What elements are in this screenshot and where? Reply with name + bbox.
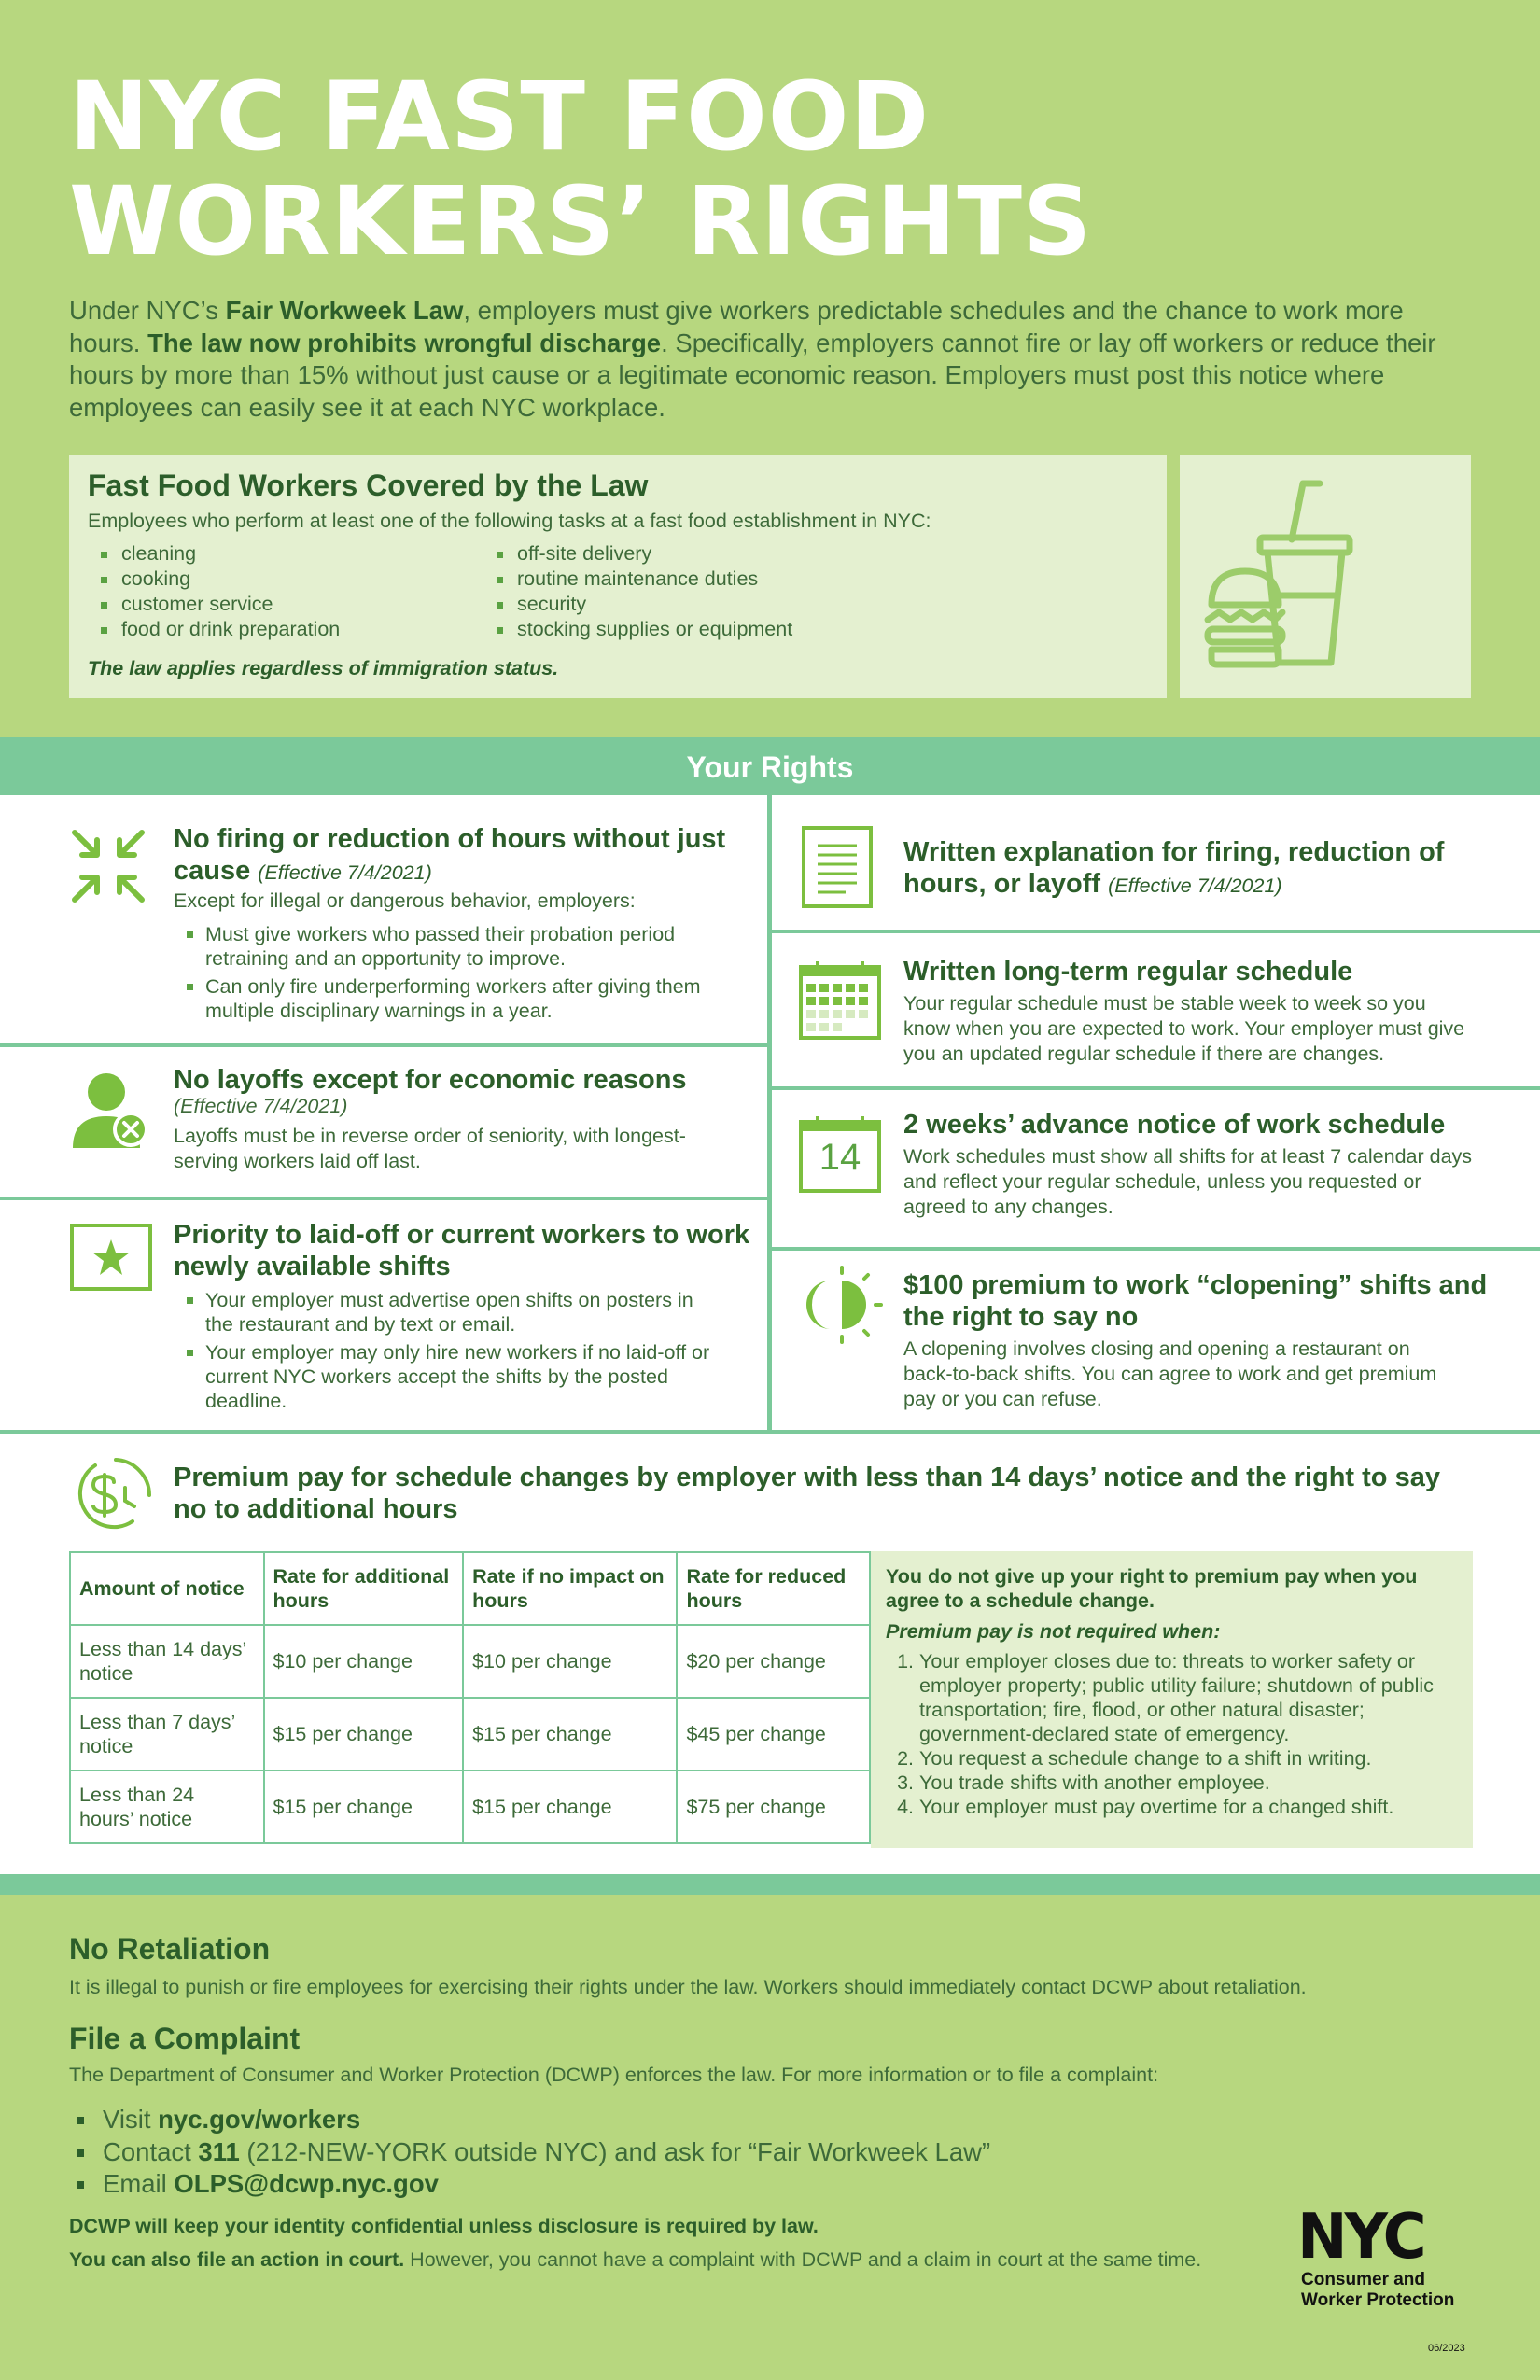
title-line-1: NYC FAST FOOD — [69, 62, 931, 173]
covered-title: Fast Food Workers Covered by the Law — [88, 469, 649, 502]
list-item: security — [483, 592, 792, 617]
list-item: Your employer must advertise open shifts on posters in the restaurant and by text or email. — [185, 1288, 726, 1337]
covered-description: Employees who perform at least one of the following tasks at a fast food establishment in NYC: — [88, 510, 931, 532]
workers-link[interactable]: nyc.gov/workers — [158, 2105, 361, 2134]
retaliation-body: It is illegal to punish or fire employees for exercising their rights under the law. Workers should immediately contact DCWP about retaliation. — [69, 1976, 1307, 1998]
logo-line-2: Worker Protection — [1301, 2290, 1455, 2310]
exceptions-title: You do not give up your right to premium pay when you agree to a schedule change. — [886, 1565, 1418, 1612]
moon-sun-icon — [799, 1266, 885, 1344]
table-header: Rate if no impact on hours — [463, 1552, 677, 1625]
list-item: 1. Your employer closes due to: threats to worker safety or employer property; public utility failure; shutdown of public transportation; fire, flood, or other natural disaster; government-declared state of emergency. — [919, 1649, 1458, 1746]
table-header: Rate for additional hours — [264, 1552, 464, 1625]
list-item: routine maintenance duties — [483, 567, 792, 592]
table-header-row — [70, 1552, 870, 1625]
row-divider — [0, 1197, 767, 1200]
table-row — [70, 1625, 870, 1698]
clopening-body: A clopening involves closing and opening a restaurant on back-to-back shifts. You can agree to work and get premium pay or you can refuse. — [903, 1337, 1437, 1410]
table-row — [70, 1698, 870, 1771]
intro-text-1: Under NYC’s — [69, 296, 226, 325]
written-effective: (Effective 7/4/2021) — [1108, 875, 1282, 897]
list-item: Must give workers who passed their probation period retraining and an opportunity to improve. — [185, 922, 745, 971]
table-cell: $15 per change — [463, 1698, 677, 1771]
person-remove-icon — [71, 1070, 151, 1150]
dollar-clock-icon — [67, 1456, 153, 1534]
firing-intro: Except for illegal or dangerous behavior, employers: — [174, 889, 636, 912]
your-rights-title: Your Rights — [686, 750, 854, 784]
intro-text-3: . Specifically, employers cannot fire or lay off workers or reduce their hours by more than 15% without just cause or a legitimate economic reason. Employers must post this notice where employees can easily see it at each NYC workplace. — [69, 328, 1436, 422]
priority-list — [185, 1288, 726, 1417]
immigration-note: The law applies regardless of immigration status. — [88, 657, 559, 679]
notice-body: Work schedules must show all shifts for at least 7 calendar days and reflect your regular schedule, unless you requested or agreed to any changes. — [903, 1145, 1473, 1218]
priority-title: Priority to laid-off or current workers to work newly available shifts — [174, 1220, 750, 1281]
list-item: 2. You request a schedule change to a shift in writing. — [919, 1746, 1458, 1771]
table-cell: $15 per change — [264, 1698, 464, 1771]
table-cell: $10 per change — [463, 1625, 677, 1698]
clopening-title: $100 premium to work “clopening” shifts and the right to say no — [903, 1270, 1488, 1332]
firing-list — [185, 922, 745, 1027]
layoffs-title: No layoffs except for economic reasons — [174, 1065, 687, 1095]
row-divider — [0, 1043, 767, 1047]
calendar-number: 14 — [819, 1137, 861, 1178]
covered-tasks-list-1 — [88, 541, 340, 642]
table-cell: $45 per change — [677, 1698, 870, 1771]
title-line-2: WORKERS’ RIGHTS — [69, 166, 1093, 277]
table-cell: $20 per change — [677, 1625, 870, 1698]
firing-effective: (Effective 7/4/2021) — [258, 861, 432, 884]
court-note — [69, 2247, 1282, 2273]
burger-drink-icon — [1180, 455, 1471, 698]
star-icon — [69, 1223, 153, 1292]
confidential-note: DCWP will keep your identity confidential unless disclosure is required by law. — [69, 2215, 819, 2237]
calendar-grid-icon — [799, 959, 881, 1040]
intro-bold-discharge: The law now prohibits wrongful discharge — [147, 328, 662, 357]
premium-exceptions-box — [871, 1551, 1473, 1848]
email-label: Email — [103, 2169, 175, 2198]
row-divider — [0, 1430, 1540, 1434]
list-item: 4. Your employer must pay overtime for a changed shift. — [919, 1795, 1458, 1819]
table-cell: Less than 7 days’ notice — [70, 1698, 264, 1771]
list-item — [69, 2136, 990, 2169]
list-item: cooking — [88, 567, 340, 592]
table-header: Amount of notice — [70, 1552, 264, 1625]
list-item: Your employer may only hire new workers if no laid-off or current NYC workers accept the shifts by the posted deadline. — [185, 1340, 726, 1413]
your-rights-band — [0, 737, 1540, 795]
schedule-title: Written long-term regular schedule — [903, 957, 1353, 987]
row-divider — [772, 1247, 1540, 1251]
exceptions-list — [886, 1649, 1458, 1819]
table-cell: Less than 14 days’ notice — [70, 1625, 264, 1698]
layoffs-body: Layoffs must be in reverse order of seniority, with longest-serving workers laid off last. — [174, 1125, 686, 1172]
notice-title: 2 weeks’ advance notice of work schedule — [903, 1110, 1446, 1140]
intro-paragraph — [69, 295, 1474, 424]
section-divider — [0, 1874, 1540, 1895]
nyc-logo-mark: NYC — [1297, 2201, 1424, 2274]
complaint-body: The Department of Consumer and Worker Protection (DCWP) enforces the law. For more information or to file a complaint: — [69, 2064, 1159, 2086]
contact-label: Contact — [103, 2136, 199, 2166]
logo-line-1: Consumer and — [1301, 2270, 1426, 2289]
table-cell: $15 per change — [463, 1771, 677, 1843]
intro-text-2: , employers must give workers predictable schedules and the chance to work more hours. — [69, 296, 1404, 357]
complaint-title: File a Complaint — [69, 2022, 301, 2055]
contact-details: (212-NEW-YORK outside NYC) and ask for “Fair Workweek Law” — [239, 2136, 991, 2166]
header-section — [0, 0, 1540, 735]
premium-title: Premium pay for schedule changes by employer with less than 14 days’ notice and the right to say no to additional hours — [174, 1463, 1440, 1524]
table-row — [70, 1771, 870, 1843]
covered-tasks-list-2 — [483, 541, 792, 642]
table-header: Rate for reduced hours — [677, 1552, 870, 1625]
email-link[interactable]: OLPS@dcwp.nyc.gov — [174, 2169, 439, 2198]
arrows-inward-icon — [69, 827, 147, 905]
retaliation-title: No Retaliation — [69, 1932, 271, 1966]
written-title-text: Written explanation for firing, reduction of hours, or layoff — [903, 837, 1445, 899]
list-item: customer service — [88, 592, 340, 617]
document-icon — [801, 825, 874, 909]
firing-title — [174, 823, 734, 889]
list-item: 3. You trade shifts with another employee. — [919, 1771, 1458, 1795]
table-cell: Less than 24 hours’ notice — [70, 1771, 264, 1843]
firing-title-text: No firing or reduction of hours without just cause — [174, 824, 726, 886]
nyc-logo — [1297, 2201, 1424, 2274]
list-item — [69, 2104, 990, 2136]
court-bold: You can also file an action in court. — [69, 2248, 405, 2271]
schedule-body: Your regular schedule must be stable week to week so you know when you are expected to work. Your employer must give you an updated regular schedule if there are changes. — [903, 992, 1465, 1065]
complaint-options-list — [69, 2104, 990, 2201]
exceptions-subtitle: Premium pay is not required when: — [886, 1620, 1221, 1643]
phone-311[interactable]: 311 — [198, 2136, 240, 2166]
column-divider — [767, 795, 772, 1432]
table-cell: $10 per change — [264, 1625, 464, 1698]
fast-food-illustration — [1180, 455, 1471, 698]
premium-pay-table — [69, 1551, 871, 1844]
list-item: off-site delivery — [483, 541, 792, 567]
list-item: stocking supplies or equipment — [483, 617, 792, 642]
table-cell: $15 per change — [264, 1771, 464, 1843]
row-divider — [772, 930, 1540, 933]
row-divider — [772, 1086, 1540, 1090]
date-code: 06/2023 — [1428, 2343, 1465, 2354]
list-item: Can only fire underperforming workers after giving them multiple disciplinary warnings in a year. — [185, 974, 745, 1023]
logo-text — [1301, 2270, 1454, 2311]
table-cell: $75 per change — [677, 1771, 870, 1843]
covered-workers-box — [69, 455, 1167, 698]
visit-label: Visit — [103, 2105, 159, 2134]
court-rest: However, you cannot have a complaint with DCWP and a claim in court at the same time. — [404, 2248, 1202, 2271]
layoffs-effective: (Effective 7/4/2021) — [174, 1095, 348, 1117]
list-item: food or drink preparation — [88, 617, 340, 642]
page-title — [69, 62, 1282, 277]
intro-bold-law: Fair Workweek Law — [225, 296, 464, 325]
list-item: cleaning — [88, 541, 340, 567]
written-title — [903, 836, 1501, 902]
list-item — [69, 2168, 990, 2201]
